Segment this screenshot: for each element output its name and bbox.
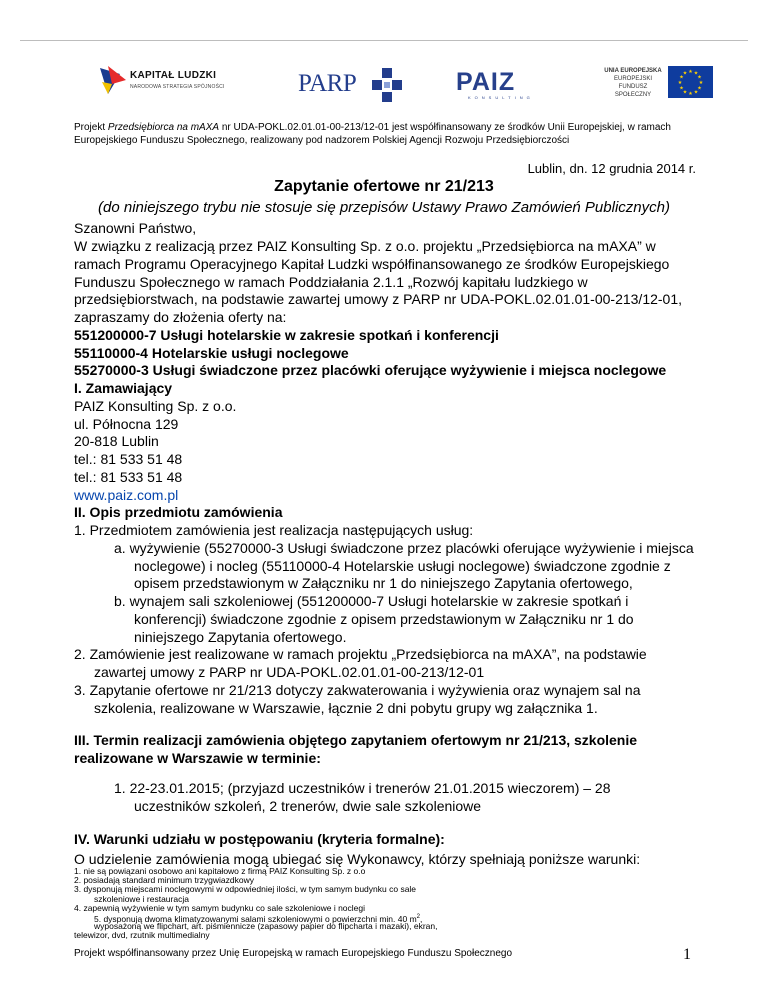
conditions-intro: O udzielenie zamówienia mogą ubiegać się Wykonawcy, którzy spełniają poniższe warunki: [74, 851, 641, 867]
list-item-continuation: 5. dysponują dwoma klimatyzowanymi salami szkoleniowymi o powierzchni min. 40 $m^2$, [94, 913, 423, 924]
section-heading-order-description: II. Opis przedmiotu zamówienia [74, 504, 283, 520]
svg-text:★: ★ [697, 74, 702, 81]
contact-line: 20-818 Lublin [74, 433, 159, 449]
superscript-square: 2 [416, 914, 420, 920]
list-item-continuation: konferencji) świadczone zgodnie z opisem przedstawionym w Załączniku nr 1 do [134, 611, 634, 627]
svg-text:★: ★ [697, 85, 702, 92]
section-heading-deadline: III. Termin realizacji zamówienia objętego zapytaniem ofertowym nr 21/213, szkolenie [74, 732, 638, 748]
list-item: 2. posiadają standard minimum trzygwiazdkowy [74, 875, 254, 886]
eu-logo-text [600, 67, 666, 99]
svg-text:★: ★ [677, 80, 683, 86]
list-item: 1. Przedmiotem zamówienia jest realizacja następujących usług: [74, 522, 474, 538]
kapital-ludzki-logo [98, 64, 225, 104]
svg-text:★: ★ [693, 70, 699, 77]
kapital-ludzki-subtitle: NARODOWA STRATEGIA SPÓJNOŚCI [130, 84, 225, 90]
paiz-subtitle: KONSULTING [468, 95, 534, 100]
list-item-continuation: uczestników szkoleń, 2 trenerów, dwie sale szkoleniowe [134, 798, 482, 814]
list-item-continuation: wyposażoną we flipchart, art. piśmiennicze (zapasowy papier do flipcharta i mazaki), ekran, [94, 921, 438, 932]
contact-line: ul. Północna 129 [74, 416, 179, 432]
parp-label: PARP [298, 70, 357, 97]
page-number: 1 [683, 946, 691, 963]
svg-text:★: ★ [693, 89, 699, 96]
contact-line: tel.: 81 533 51 48 [74, 451, 183, 467]
eu-logo-line-2: EUROPEJSKI [613, 76, 652, 82]
list-item: 1. nie są powiązani osobowo ani kapitałowo z firmą PAIZ Konsulting Sp. z o.o [74, 866, 366, 876]
eu-flag-icon [668, 66, 713, 98]
list-item-continuation: szkolenia, realizowane w Warszawie, łącznie 2 dni pobytu grupy wg załącznika 1. [94, 700, 598, 716]
svg-text:★: ★ [688, 91, 693, 97]
kapital-ludzki-label: KAPITAŁ LUDZKI [130, 70, 217, 81]
list-item: 4. zapewnią wyżywienie w tym samym budynku co sale szkoleniowe i noclegi [74, 902, 366, 913]
list-item-continuation: noclegowe) i nocleg (55110000-4 Hotelarskie usługi noclegowe) świadczone zgodnie z [134, 558, 671, 574]
list-item-continuation: zawartej umowy z PARP nr UDA-POKL.02.01.01-00-213/12-01 [94, 664, 485, 680]
svg-text:★: ★ [682, 89, 688, 96]
parp-logo [292, 68, 410, 102]
paiz-konsulting-logo [456, 68, 536, 102]
intro-prefix: Projekt [74, 122, 108, 133]
cpv-code: 55110000-4 Hotelarskie usługi noclegowe [74, 345, 349, 361]
list-item-continuation: opisem przedstawionym w Załączniku nr 1 do niniejszego Zapytania ofertowego, [134, 575, 633, 591]
cpv-code: 551200000-7 Usługi hotelarskie w zakresie spotkań i konferencji [74, 327, 499, 343]
list-item-continuation: szkoleniowe i restauracja [94, 893, 189, 904]
section-heading-conditions: IV. Warunki udziału w postępowaniu (kryteria formalne): [74, 831, 445, 847]
svg-text:★: ★ [679, 85, 684, 92]
eu-logo-line-1: UNIA EUROPEJSKA [604, 68, 662, 74]
intro-suffix: nr UDA-POKL.02.01.01-00-213/12-01 jest współfinansowany ze środków Unii Europejskiej, w ramach Europejskiego Funduszu Społecznego, realizowany pod nadzorem Polskiej Agencji Rozwoju Przedsiębiorczości [74, 122, 671, 146]
list-item: 2. Zamówienie jest realizowane w ramach projektu „Przedsiębiorca na mAXA”, na podstawie [74, 646, 647, 662]
intro-project-name: Przedsiębiorca na mAXA [107, 122, 220, 133]
intro-line: przedsiębiorstwach, na podstawie zawartej umowy z PARP nr UDA-POKL.02.01.01-00-213/12-01, [74, 291, 683, 307]
intro-line: zapraszamy do złożenia oferty na: [74, 309, 287, 325]
header-divider [20, 40, 748, 41]
list-item: a. wyżywienie (55270000-3 Usługi świadczone przez placówki oferujące wyżywienie i miejsca [114, 540, 694, 556]
list-item: b. wynajem sali szkoleniowej (551200000-7 Usługi hotelarskie w zakresie spotkań i [114, 593, 629, 609]
document-title: Zapytanie ofertowe nr 21/213 [274, 178, 494, 195]
section-heading-deadline-continuation: realizowane w Warszawie w terminie: [74, 750, 321, 766]
document-subtitle: (do niniejszego trybu nie stosuje się przepisów Ustawy Prawo Zamówień Publicznych) [98, 199, 670, 216]
list-item: telewizor, dvd, rzutnik multimedialny [74, 930, 210, 941]
footer-text: Projekt współfinansowany przez Unię Europejską w ramach Europejskiego Funduszu Społecznego [74, 948, 513, 959]
list-item-continuation: niniejszego Zapytania ofertowego. [134, 629, 347, 645]
eu-logo-line-3: FUNDUSZ SPOŁECZNY [614, 84, 652, 98]
greeting: Szanowni Państwo, [74, 220, 197, 236]
cpv-code: 55270000-3 Usługi świadczone przez placówki oferujące wyżywienie i miejsca noclegowe [74, 362, 667, 378]
intro-line: W związku z realizacją przez PAIZ Konsulting Sp. z o.o. projektu „Przedsiębiorca na mAXA” w [74, 238, 656, 254]
intro-line: ramach Programu Operacyjnego Kapitał Ludzki współfinansowanego ze środków Europejskiego [74, 256, 670, 272]
project-intro [74, 121, 714, 147]
list-item: 1. 22-23.01.2015; (przyjazd uczestników i trenerów 21.01.2015 wieczorem) – 28 [114, 780, 611, 796]
paiz-label: PAIZ [456, 68, 516, 96]
contact-line: tel.: 81 533 51 48 [74, 469, 183, 485]
contact-line: PAIZ Konsulting Sp. z o.o. [74, 398, 237, 414]
svg-text:★: ★ [679, 74, 684, 81]
svg-text:★: ★ [688, 69, 693, 75]
website-link[interactable]: www.paiz.com.pl [74, 487, 179, 503]
list-item: 3. dysponują miejscami noclegowymi w odpowiedniej ilości, w tym samym budynku co sale [74, 884, 417, 895]
svg-text:★: ★ [698, 80, 704, 86]
section-heading-contracting-authority: I. Zamawiający [74, 380, 173, 396]
document-date: Lublin, dn. 12 grudnia 2014 r. [527, 161, 696, 176]
intro-line: Funduszu Społecznego w ramach Poddziałania 2.1.1 „Rozwój kapitału ludzkiego w [74, 274, 588, 290]
svg-text:★: ★ [682, 70, 688, 77]
eu-social-fund-logo [600, 64, 715, 102]
list-item: 3. Zapytanie ofertowe nr 21/213 dotyczy zakwaterowania i wyżywienia oraz wynajem sal na [74, 682, 641, 698]
